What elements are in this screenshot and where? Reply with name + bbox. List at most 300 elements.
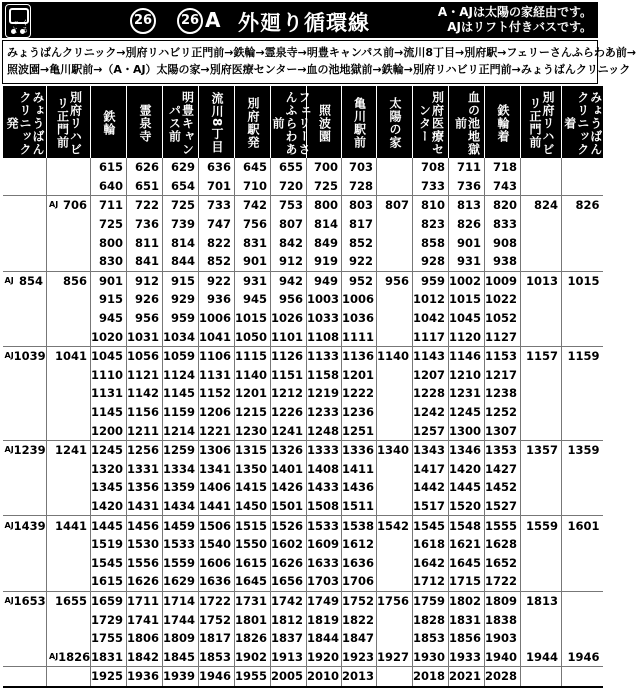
departure-time: 722 [127,196,163,215]
table-row [3,309,603,328]
departure-time [3,158,47,177]
departure-time: 1939 [163,667,199,687]
departure-time: 1722 [199,591,235,610]
departure-time: 1838 [485,610,521,629]
departure-time [47,610,91,629]
departure-time: 1052 [485,309,521,328]
departure-time: 1041 [47,346,91,365]
stop-name: 別府リハビリ正門前 [528,90,555,156]
departure-time: 1201 [342,366,377,385]
table-row [3,460,603,479]
departure-time: 1015 [562,271,603,290]
departure-time: 1729 [91,610,127,629]
stop-header [521,86,562,158]
departure-time: 1340 [377,440,413,459]
departure-time: 800 [91,233,127,252]
departure-time: 1108 [307,327,342,346]
departure-time: 1320 [91,460,127,479]
lift-bus-marker: AJ [4,595,14,605]
departure-time [377,610,413,629]
departure-time: 725 [163,196,199,215]
table-row [3,553,603,572]
departure-time: 1741 [127,610,163,629]
departure-time: 1256 [127,440,163,459]
departure-time [521,667,562,687]
logo-text: くるっと [11,19,29,33]
departure-time: 1359 [163,478,199,497]
departure-time [377,497,413,516]
departure-time: 1831 [91,647,127,666]
departure-time: 1826 [235,629,271,648]
departure-time [47,327,91,346]
departure-time: 1159 [562,346,603,365]
departure-time: 1550 [235,535,271,554]
departure-time [562,610,603,629]
departure-time: 901 [235,252,271,271]
departure-time: 1146 [449,346,485,365]
stop-name: 照波園 [317,103,332,143]
departure-time: 813 [449,196,485,215]
departure-time: 1433 [307,478,342,497]
departure-time: 1056 [127,346,163,365]
departure-time: 710 [235,177,271,196]
table-row [3,403,603,422]
departure-time: 1121 [127,366,163,385]
departure-time: AJ 1653 [4,593,46,608]
departure-time: 725 [307,177,342,196]
departure-time: 1436 [342,478,377,497]
table-row [3,215,603,234]
departure-time: 1434 [163,497,199,516]
departure-time: 2010 [307,667,342,687]
departure-time [377,572,413,591]
departure-time: 1545 [413,516,449,535]
departure-time [377,366,413,385]
departure-time: 1236 [342,403,377,422]
route-number-badge-2: 26 [177,8,203,34]
departure-time: 1356 [127,478,163,497]
departure-time: 736 [127,215,163,234]
departure-time: 1009 [485,271,521,290]
departure-time: 1828 [413,610,449,629]
departure-time: 1222 [342,384,377,403]
note-line-1: A・AJは太陽の家経由です。 [437,5,592,19]
departure-time: 1126 [271,346,307,365]
departure-time [47,290,91,309]
departure-time: 1012 [413,290,449,309]
departure-time [3,309,47,328]
departure-time: 1427 [485,460,521,479]
departure-time: 2005 [271,667,307,687]
departure-time: 1233 [307,403,342,422]
departure-time: 1145 [163,384,199,403]
departure-time: 1307 [485,421,521,440]
table-row [3,384,603,403]
departure-time: 1442 [413,478,449,497]
departure-time [521,158,562,177]
departure-time: 756 [235,215,271,234]
departure-time: 1656 [271,572,307,591]
table-row [3,252,603,271]
lift-bus-marker: AJ [49,651,59,661]
departure-time: 1615 [91,572,127,591]
departure-time: 1540 [199,535,235,554]
departure-time: AJ 1826 [47,647,91,666]
page-title: 外廻り循環線 [238,11,370,35]
departure-time: 807 [377,196,413,215]
departure-time: 1252 [485,403,521,422]
departure-time: 725 [91,215,127,234]
departure-time: 742 [235,196,271,215]
departure-time: 1621 [449,535,485,554]
departure-time: 1602 [271,535,307,554]
departure-time [3,610,47,629]
departure-time: 1212 [271,384,307,403]
departure-time: 1245 [91,440,127,459]
departure-time [521,629,562,648]
departure-time [562,384,603,403]
departure-time: AJ 1239 [4,443,46,458]
departure-time: 1515 [235,516,271,535]
departure-time: 901 [91,271,127,290]
departure-time: 1822 [342,610,377,629]
departure-time: 826 [562,196,603,215]
departure-time: 1415 [235,478,271,497]
departure-time: 1417 [413,460,449,479]
departure-time: 1426 [271,478,307,497]
departure-time: 1110 [91,366,127,385]
departure-time: 1036 [342,309,377,328]
departure-time: 1517 [413,497,449,516]
departure-time: 1615 [235,553,271,572]
departure-time: 915 [163,271,199,290]
departure-time: 841 [127,252,163,271]
departure-time: 1526 [271,516,307,535]
departure-time: 1802 [449,591,485,610]
departure-time [47,460,91,479]
departure-time: 1214 [163,421,199,440]
departure-time [3,535,47,554]
departure-time: 1659 [91,591,127,610]
stop-header [342,86,377,158]
departure-time: 1013 [521,271,562,290]
stop-header [307,86,342,158]
departure-time: 1545 [91,553,127,572]
departure-time [3,403,47,422]
departure-time: 922 [199,271,235,290]
departure-time: 803 [342,196,377,215]
departure-time [377,290,413,309]
departure-time: 1655 [47,591,91,610]
departure-time: 1508 [307,497,342,516]
stop-header [413,86,449,158]
stop-name: 鉄輪 [102,110,116,136]
stop-header [562,86,603,158]
departure-time: 1219 [307,384,342,403]
departure-time: 1501 [271,497,307,516]
departure-time: 1142 [127,384,163,403]
departure-time: 1230 [235,421,271,440]
departure-time [47,629,91,648]
stop-header [127,86,163,158]
table-row [3,572,603,591]
stop-name: 別府リハビリ正門前 [55,90,83,156]
departure-time: 1940 [485,647,521,666]
departure-time [3,460,47,479]
departure-time: 1133 [307,346,342,365]
departure-time: 1817 [199,629,235,648]
departure-time: 1555 [485,516,521,535]
departure-time: 1936 [127,667,163,687]
departure-time [47,215,91,234]
departure-time: 817 [342,215,377,234]
departure-time [3,327,47,346]
table-row [3,290,603,309]
departure-time: 701 [199,177,235,196]
departure-time: 1812 [271,610,307,629]
departure-time: 1629 [163,572,199,591]
departure-time: 711 [91,196,127,215]
departure-time [47,384,91,403]
departure-time: 849 [307,233,342,252]
departure-time [3,667,47,687]
departure-time: 1211 [127,421,163,440]
departure-time: 1115 [235,346,271,365]
departure-time: 1331 [127,460,163,479]
departure-time: AJ 1039 [4,349,46,364]
departure-time: 636 [199,158,235,177]
departure-time [562,403,603,422]
departure-time: 733 [413,177,449,196]
departure-time: 826 [449,215,485,234]
departure-time: 1645 [449,553,485,572]
departure-time: 1034 [163,327,199,346]
departure-time: 912 [127,271,163,290]
departure-time: 928 [413,252,449,271]
departure-time: 1450 [235,497,271,516]
departure-time [562,366,603,385]
departure-time: 1156 [127,403,163,422]
departure-time: 1117 [413,327,449,346]
departure-time: 736 [449,177,485,196]
departure-time: 1920 [307,647,342,666]
departure-time [3,233,47,252]
departure-time: 1742 [271,591,307,610]
departure-time [377,460,413,479]
departure-time: 1559 [163,553,199,572]
departure-time: 1927 [377,647,413,666]
stop-header [271,86,311,158]
departure-time: 1431 [127,497,163,516]
departure-time: 1143 [413,346,449,365]
departure-time: 753 [271,196,307,215]
departure-time: 908 [485,233,521,252]
departure-time: 1946 [562,647,603,666]
departure-time [377,629,413,648]
departure-time: 1248 [307,421,342,440]
departure-time: 959 [163,309,199,328]
departure-time: 1153 [485,346,521,365]
departure-time: 931 [449,252,485,271]
departure-time [47,667,91,687]
stop-name: 太陽の家 [388,97,402,149]
departure-time: 1215 [235,403,271,422]
departure-time: 1411 [342,460,377,479]
departure-time [47,497,91,516]
departure-time: AJ 1439 [4,518,46,533]
departure-time: 1157 [521,346,562,365]
departure-time: 1809 [485,591,521,610]
departure-time: 1853 [199,647,235,666]
departure-time: 1752 [342,591,377,610]
departure-time: 2018 [413,667,449,687]
departure-time: 1520 [449,497,485,516]
lift-bus-marker: AJ [4,275,14,285]
table-row [3,478,603,497]
departure-time: 1831 [449,610,485,629]
departure-time [521,497,562,516]
departure-time [521,421,562,440]
departure-time: 1158 [307,366,342,385]
departure-time: 1944 [521,647,562,666]
departure-time: 1626 [127,572,163,591]
departure-time: 1441 [199,497,235,516]
departure-time [3,177,47,196]
departure-time: 929 [163,290,199,309]
departure-time: 1711 [127,591,163,610]
departure-time [562,215,603,234]
departure-time: 1559 [521,516,562,535]
departure-time: 1506 [199,516,235,535]
timetable-header [2,2,598,38]
departure-time: 1946 [199,667,235,687]
departure-time: 708 [413,158,449,177]
departure-time: 1612 [342,535,377,554]
departure-time: 1408 [307,460,342,479]
departure-time: 912 [271,252,307,271]
departure-time: 1642 [413,553,449,572]
departure-time: 922 [342,252,377,271]
route-description [2,40,636,84]
departure-time [3,252,47,271]
departure-time: 945 [235,290,271,309]
departure-time: 814 [307,215,342,234]
departure-time: 852 [199,252,235,271]
departure-time: 629 [163,158,199,177]
departure-time [562,327,603,346]
departure-time [47,535,91,554]
departure-time: 2013 [342,667,377,687]
departure-time: 1749 [307,591,342,610]
departure-time [3,478,47,497]
departure-time: 858 [413,233,449,252]
departure-time: 1626 [271,553,307,572]
departure-time [47,366,91,385]
departure-time [47,478,91,497]
departure-time: 1006 [199,309,235,328]
departure-time: 1853 [413,629,449,648]
departure-time: 1420 [449,460,485,479]
table-row [3,667,603,687]
departure-time: 852 [342,233,377,252]
departure-time [377,478,413,497]
departure-time [377,553,413,572]
timetable [2,86,603,688]
departure-time [562,591,603,610]
departure-time: 1245 [449,403,485,422]
departure-time: 945 [91,309,127,328]
departure-time: 1712 [413,572,449,591]
departure-time [562,177,603,196]
departure-time: 1406 [199,478,235,497]
departure-time: 919 [307,252,342,271]
departure-time: 831 [235,233,271,252]
header-note [438,5,592,35]
departure-time: 1026 [271,309,307,328]
departure-time: 1341 [199,460,235,479]
departure-time [3,290,47,309]
departure-time: 1459 [163,516,199,535]
departure-time: 1238 [485,384,521,403]
departure-time: 1159 [163,403,199,422]
departure-time: 1015 [235,309,271,328]
departure-time [3,384,47,403]
route-line-2: 照波園→亀川駅前→（A・AJ）太陽の家→別府医療センター→血の池地獄前→鉄輪→別府リハビリ正門前→みょうばんクリニック [7,63,631,76]
departure-time: 1755 [91,629,127,648]
departure-time: 1511 [342,497,377,516]
departure-time: 1015 [449,290,485,309]
departure-time: 1759 [413,591,449,610]
departure-time [521,366,562,385]
departure-time: 814 [163,233,199,252]
departure-time: 1842 [127,647,163,666]
departure-time [47,309,91,328]
stop-name: みょうばんクリニック着 [562,90,603,156]
stop-header [47,86,91,158]
departure-time: 810 [413,196,449,215]
departure-time: 1003 [307,290,342,309]
departure-time [3,553,47,572]
departure-time: 956 [127,309,163,328]
stop-name: 亀川駅前 [352,97,367,149]
departure-time [3,572,47,591]
table-row [3,346,603,365]
departure-time: AJ 706 [47,196,91,215]
departure-time [521,327,562,346]
table-row [3,327,603,346]
table-row [3,366,603,385]
departure-time [521,572,562,591]
departure-time [377,309,413,328]
departure-time [521,215,562,234]
departure-time: 1257 [413,421,449,440]
departure-time [377,667,413,687]
departure-time: 915 [91,290,127,309]
departure-time: 1538 [342,516,377,535]
departure-time: 833 [485,215,521,234]
departure-time [47,421,91,440]
departure-time: 1140 [377,346,413,365]
departure-time: 1241 [271,421,307,440]
stop-header [485,86,521,158]
departure-time: 856 [47,271,91,290]
departure-time: 640 [91,177,127,196]
departure-time [3,421,47,440]
departure-time [377,215,413,234]
departure-time [562,497,603,516]
departure-time: 720 [271,177,307,196]
departure-time: 1441 [47,516,91,535]
